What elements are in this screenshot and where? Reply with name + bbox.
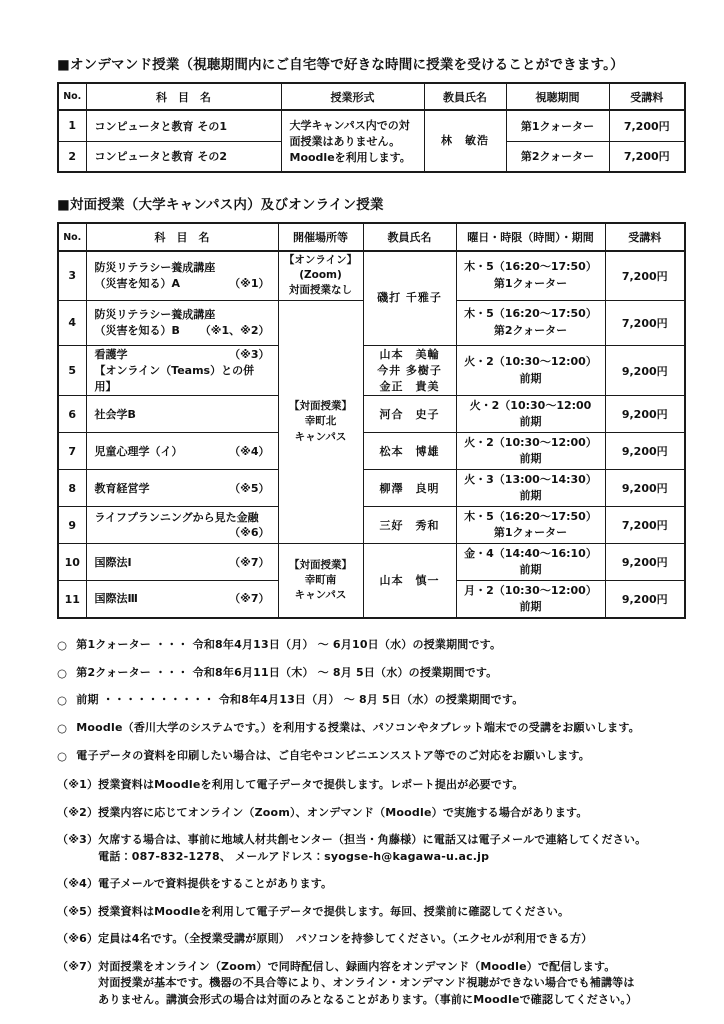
venue-line: 幸町北	[304, 415, 337, 428]
venue-line: キャンパス	[294, 430, 347, 443]
venue-line: (Zoom)	[299, 269, 342, 282]
venue-line: 幸町南	[304, 574, 337, 587]
subject-note: （※6）	[229, 526, 270, 540]
schedule-period: 前期	[519, 371, 542, 385]
course-row	[58, 110, 685, 141]
format-line: Moodleを利用します。	[289, 151, 411, 164]
bullet-item	[57, 748, 684, 765]
course-no: 7	[58, 433, 86, 470]
footnote-label: （※7）	[57, 959, 99, 973]
footnote-line: 電子メールで資料提供をすることがあります。	[98, 877, 333, 891]
bullet-text: 電子データの資料を印刷したい場合は、ご自宅やコンビニエンスストア等でのご対応をお願いします。	[76, 748, 590, 762]
header-period: 視聴期間	[506, 83, 609, 110]
taimen-section-title: ■対面授業（大学キャンパス内）及びオンライン授業	[57, 197, 384, 213]
header-fee: 受講料	[605, 223, 685, 251]
course-row	[58, 251, 685, 300]
subject-line2: （災害を知る）A	[94, 276, 181, 290]
subject-line1: 社会学B	[94, 407, 136, 421]
subject-note: （※3）	[229, 347, 270, 361]
course-fee: 7,200円	[609, 110, 685, 141]
schedule-time: 木・5（16:20～17:50）	[464, 307, 597, 321]
course-teacher: 柳澤 良明	[363, 470, 456, 507]
course-subject	[86, 433, 278, 470]
course-schedule	[456, 300, 605, 345]
footnote-item	[57, 832, 684, 865]
bullet-text: 第2クォーター ・・・ 令和8年6月11日（木） ～ 8月 5日（水）の授業期間です。	[76, 665, 498, 679]
footnote-line: 欠席する場合は、事前に地域人材共創センター（担当・角藤様）に電話又は電子メールで連絡してください。	[98, 833, 647, 847]
course-row	[58, 433, 685, 470]
venue-line: 【対面授業】	[289, 558, 352, 571]
circle-bullet-icon: ○	[57, 693, 68, 708]
course-subject: コンピュータと教育 その1	[86, 110, 281, 141]
course-schedule	[456, 544, 605, 581]
footnote-body	[98, 777, 684, 794]
course-subject	[86, 470, 278, 507]
course-fee: 9,200円	[605, 433, 685, 470]
subject-line2: 【オンライン（Teams）との併用】	[94, 363, 255, 393]
bullet-text: Moodle（香川大学のシステムです。）を利用する授業は、パソコンやタブレット端末での受講をお願いします。	[76, 720, 640, 734]
course-format	[281, 110, 424, 172]
teacher-name: 山本 美輪	[379, 347, 440, 361]
course-fee: 7,200円	[605, 300, 685, 345]
course-subject	[86, 396, 278, 433]
course-schedule	[456, 581, 605, 618]
header-schedule: 曜日・時限（時間）・期間	[456, 223, 605, 251]
course-teacher: 林 敏浩	[424, 110, 506, 172]
subject-line1: 国際法Ⅲ	[94, 592, 138, 606]
subject-line1: 看護学	[94, 347, 128, 361]
schedule-period: 第1クォーター	[493, 276, 568, 290]
schedule-period: 前期	[519, 415, 542, 429]
course-teacher: 三好 秀和	[363, 507, 456, 544]
footnote-line: 電話：087-832-1278、 メールアドレス：syogse-h@kagawa-u.ac.jp	[98, 849, 490, 863]
course-teacher	[363, 345, 456, 396]
footnote-line: 授業内容に応じてオンライン（Zoom）、オンデマンド（Moodle）で実施する場合があります。	[98, 805, 588, 819]
subject-line1: 防災リテラシー養成講座	[94, 307, 216, 321]
bullet-text: 第1クォーター ・・・ 令和8年4月13日（月） ～ 6月10日（水）の授業期間です。	[76, 637, 502, 651]
course-subject	[86, 251, 278, 300]
footnote-item	[57, 876, 684, 893]
footnote-item	[57, 959, 684, 1009]
subject-line1: 教育経営学	[94, 481, 150, 495]
footnote-body	[98, 876, 684, 893]
course-period: 第1クォーター	[506, 110, 609, 141]
footnote-line: 定員は4名です。（全授業受講が原則） パソコンを持参してください。（エクセルが利用できる方）	[98, 932, 593, 946]
footnote-label: （※3）	[57, 833, 99, 847]
schedule-period: 第1クォーター	[493, 526, 568, 540]
course-no: 2	[58, 141, 86, 172]
course-teacher: 河合 史子	[363, 396, 456, 433]
footnote-body	[98, 959, 684, 1009]
course-subject	[86, 507, 278, 544]
course-no: 11	[58, 581, 86, 618]
bullet-item	[57, 665, 684, 682]
course-schedule	[456, 251, 605, 300]
course-teacher: 磯打 千雅子	[363, 251, 456, 345]
subject-note: （※1）	[229, 276, 270, 290]
ondemand-table	[57, 82, 686, 173]
course-schedule	[456, 396, 605, 433]
taimen-table	[57, 222, 686, 619]
header-subject: 科 目 名	[86, 83, 281, 110]
subject-note: （※4）	[229, 444, 270, 458]
course-row	[58, 470, 685, 507]
footnote-line: 授業資料はMoodleを利用して電子データで提供します。レポート提出が必要です。	[98, 778, 524, 792]
course-subject	[86, 345, 278, 396]
course-period: 第2クォーター	[506, 141, 609, 172]
ondemand-header-row	[58, 83, 685, 110]
circle-bullet-icon: ○	[57, 637, 68, 652]
footnote-line: 対面授業が基本です。機器の不具合等により、オンライン・オンデマンド視聴ができない場合でも補講等は	[98, 976, 635, 990]
course-schedule	[456, 345, 605, 396]
schedule-time: 火・2（10:30～12:00	[469, 398, 592, 412]
course-subject: コンピュータと教育 その2	[86, 141, 281, 172]
schedule-time: 火・2（10:30～12:00）	[464, 435, 597, 449]
course-fee: 9,200円	[605, 470, 685, 507]
course-row	[58, 544, 685, 581]
course-fee: 7,200円	[605, 251, 685, 300]
subject-line2: （災害を知る）B	[94, 323, 180, 337]
schedule-period: 前期	[519, 563, 542, 577]
header-format: 授業形式	[281, 83, 424, 110]
course-schedule	[456, 507, 605, 544]
circle-bullet-icon: ○	[57, 748, 68, 763]
footnote-item	[57, 777, 684, 794]
footnote-label: （※1）	[57, 778, 99, 792]
footnotes	[57, 777, 684, 1008]
schedule-time: 月・2（10:30～12:00）	[464, 583, 597, 597]
subject-note: （※1、※2）	[199, 323, 270, 337]
footnote-item	[57, 904, 684, 921]
schedule-time: 木・5（16:20～17:50）	[464, 260, 597, 274]
schedule-time: 金・4（14:40～16:10）	[464, 546, 597, 560]
course-fee: 9,200円	[605, 544, 685, 581]
footnote-label: （※2）	[57, 805, 99, 819]
circle-bullet-icon: ○	[57, 720, 68, 735]
subject-line1: 児童心理学（イ）	[94, 444, 183, 458]
header-no: No.	[58, 223, 86, 251]
bullet-item	[57, 720, 684, 737]
schedule-time: 火・2（10:30～12:00）	[464, 355, 597, 369]
course-teacher: 松本 博雄	[363, 433, 456, 470]
footnote-body	[98, 832, 684, 865]
venue-line: 対面授業なし	[289, 284, 352, 297]
footnote-body	[98, 904, 684, 921]
subject-note: （※7）	[229, 592, 270, 606]
schedule-period: 第2クォーター	[493, 323, 568, 337]
footnote-label: （※4）	[57, 877, 99, 891]
schedule-period: 前期	[519, 600, 542, 614]
course-no: 3	[58, 251, 86, 300]
course-schedule	[456, 470, 605, 507]
header-teacher: 教員氏名	[424, 83, 506, 110]
footnote-line: 対面授業をオンライン（Zoom）で同時配信し、録画内容をオンデマンド（Moodle）で配信します。	[98, 959, 616, 973]
venue-online	[278, 251, 363, 300]
venue-kouchou-minami	[278, 544, 363, 618]
course-no: 8	[58, 470, 86, 507]
teacher-name: 今井 多樹子	[377, 363, 442, 377]
subject-line1: 防災リテラシー養成講座	[94, 260, 216, 274]
header-subject: 科 目 名	[86, 223, 278, 251]
schedule-time: 火・3（13:00～14:30）	[464, 472, 597, 486]
header-no: No.	[58, 83, 86, 110]
ondemand-section-title: ■オンデマンド授業（視聴期間内にご自宅等で好きな時間に授業を受けることができます。）	[57, 57, 624, 73]
bullet-item	[57, 692, 684, 709]
footnote-label: （※6）	[57, 932, 99, 946]
subject-note: （※5）	[229, 481, 270, 495]
bullet-text: 前期 ・・・・・・・・・・ 令和8年4月13日（月） ～ 8月 5日（水）の授業期間です。	[76, 693, 524, 707]
course-no: 9	[58, 507, 86, 544]
footnote-body	[98, 931, 684, 948]
course-row	[58, 507, 685, 544]
teacher-name: 金正 貴美	[379, 379, 440, 393]
circle-bullet-icon: ○	[57, 665, 68, 680]
format-line: 大学キャンパス内での対面授業はありません。	[289, 119, 410, 148]
schedule-time: 木・5（16:20～17:50）	[464, 509, 597, 523]
header-venue: 開催場所等	[278, 223, 363, 251]
course-no: 6	[58, 396, 86, 433]
subject-note: （※7）	[229, 555, 270, 569]
venue-line: 【オンライン】	[283, 254, 358, 266]
footnote-item	[57, 931, 684, 948]
course-fee: 9,200円	[605, 396, 685, 433]
general-notes	[57, 637, 684, 764]
footnote-label: （※5）	[57, 904, 99, 918]
course-no: 10	[58, 544, 86, 581]
course-fee: 9,200円	[605, 345, 685, 396]
venue-line: 【対面授業】	[289, 400, 352, 413]
taimen-header-row	[58, 223, 685, 251]
course-fee: 7,200円	[609, 141, 685, 172]
footnote-body	[98, 805, 684, 822]
schedule-period: 前期	[519, 452, 542, 466]
course-no: 5	[58, 345, 86, 396]
course-no: 4	[58, 300, 86, 345]
venue-line: キャンパス	[294, 589, 347, 602]
bullet-item	[57, 637, 684, 654]
schedule-period: 前期	[519, 489, 542, 503]
course-no: 1	[58, 110, 86, 141]
course-teacher: 山本 慎一	[363, 544, 456, 618]
course-subject	[86, 300, 278, 345]
course-fee: 9,200円	[605, 581, 685, 618]
course-row	[58, 396, 685, 433]
footnote-item	[57, 805, 684, 822]
course-subject	[86, 581, 278, 618]
footnote-line: ありません。講演会形式の場合は対面のみとなることがあります。（事前にMoodleで確認してください。）	[98, 992, 638, 1006]
header-fee: 受講料	[609, 83, 685, 110]
header-teacher: 教員氏名	[363, 223, 456, 251]
course-fee: 7,200円	[605, 507, 685, 544]
course-subject	[86, 544, 278, 581]
section-gap	[57, 173, 684, 193]
subject-line1: 国際法Ⅰ	[94, 555, 132, 569]
subject-line1: ライフプランニングから見た金融	[94, 510, 259, 524]
footnote-line: 授業資料はMoodleを利用して電子データで提供します。毎回、授業前に確認してください。	[98, 904, 570, 918]
course-schedule	[456, 433, 605, 470]
venue-kouchou-kita	[278, 300, 363, 544]
course-row	[58, 345, 685, 396]
